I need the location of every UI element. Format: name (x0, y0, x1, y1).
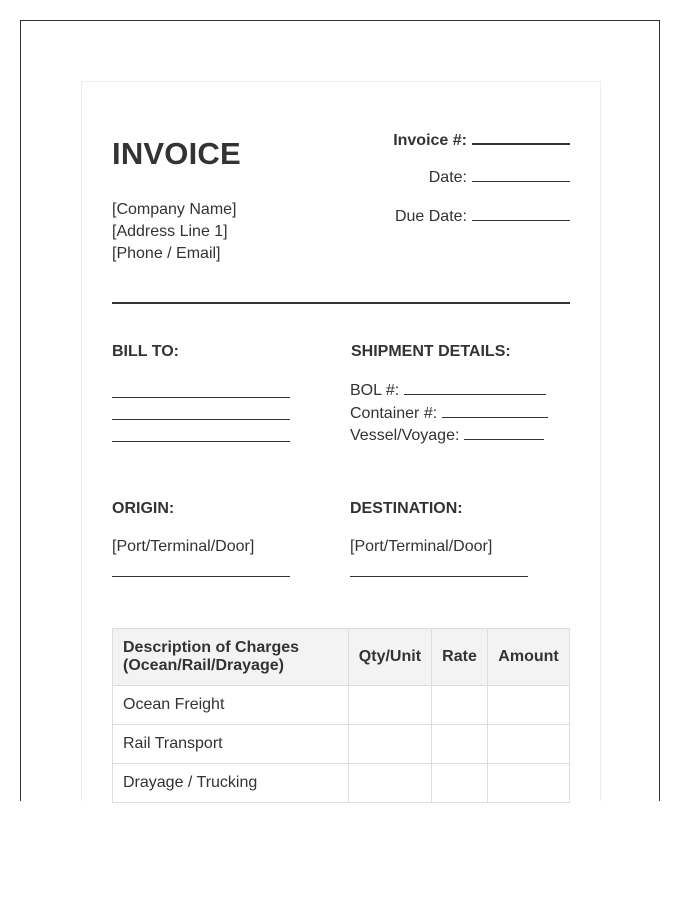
invoice-number-field[interactable] (472, 129, 570, 145)
description-header-line-2: (Ocean/Rail/Drayage) (123, 657, 284, 674)
amount-column-header: Amount (488, 629, 570, 686)
vessel-voyage-field[interactable] (464, 425, 544, 440)
date-field[interactable] (472, 167, 570, 182)
charge-qty-cell[interactable] (348, 686, 431, 725)
invoice-title: INVOICE (112, 136, 241, 171)
charge-description: Rail Transport (113, 725, 349, 764)
charge-qty-cell[interactable] (348, 764, 431, 803)
table-row (113, 725, 570, 764)
charge-description: Drayage / Trucking (113, 764, 349, 803)
charge-description: Ocean Freight (113, 686, 349, 725)
charge-amount-cell[interactable] (488, 764, 570, 803)
origin-heading: ORIGIN: (112, 500, 175, 517)
bill-to-line-1[interactable] (112, 397, 290, 398)
charge-rate-cell[interactable] (432, 686, 488, 725)
description-header-line-1: Description of Charges (123, 639, 300, 656)
bill-to-line-2[interactable] (112, 419, 290, 420)
description-column-header (113, 629, 349, 686)
bol-field[interactable] (404, 380, 546, 395)
charge-amount-cell[interactable] (488, 686, 570, 725)
table-row (113, 686, 570, 725)
charges-header-row (113, 629, 570, 686)
bol-row (350, 380, 546, 400)
company-contact: [Phone / Email] (112, 245, 221, 262)
destination-line[interactable] (350, 576, 528, 577)
container-label: Container #: (350, 405, 438, 422)
vessel-voyage-row (350, 425, 544, 445)
invoice-number-label: Invoice #: (393, 132, 467, 149)
bol-label: BOL #: (350, 382, 400, 399)
shipment-details-heading: SHIPMENT DETAILS: (351, 343, 511, 360)
due-date-row (395, 206, 570, 226)
invoice-number-row (393, 129, 570, 150)
charges-table (112, 628, 570, 803)
charge-amount-cell[interactable] (488, 725, 570, 764)
table-row (113, 764, 570, 803)
charge-qty-cell[interactable] (348, 725, 431, 764)
bill-to-line-3[interactable] (112, 441, 290, 442)
qty-column-header: Qty/Unit (348, 629, 431, 686)
vessel-voyage-label: Vessel/Voyage: (350, 427, 460, 444)
origin-placeholder: [Port/Terminal/Door] (112, 538, 255, 555)
company-address: [Address Line 1] (112, 223, 228, 240)
charge-rate-cell[interactable] (432, 725, 488, 764)
destination-heading: DESTINATION: (350, 500, 463, 517)
container-field[interactable] (442, 403, 548, 418)
charge-rate-cell[interactable] (432, 764, 488, 803)
header-divider (112, 302, 570, 304)
date-label: Date: (428, 169, 467, 186)
company-name: [Company Name] (112, 201, 237, 218)
due-date-label: Due Date: (394, 208, 467, 225)
bill-to-heading: BILL TO: (112, 343, 179, 360)
container-row (350, 403, 548, 423)
rate-column-header: Rate (432, 629, 488, 686)
due-date-field[interactable] (472, 206, 570, 221)
destination-placeholder: [Port/Terminal/Door] (350, 538, 493, 555)
origin-line[interactable] (112, 576, 290, 577)
date-row (429, 167, 570, 187)
